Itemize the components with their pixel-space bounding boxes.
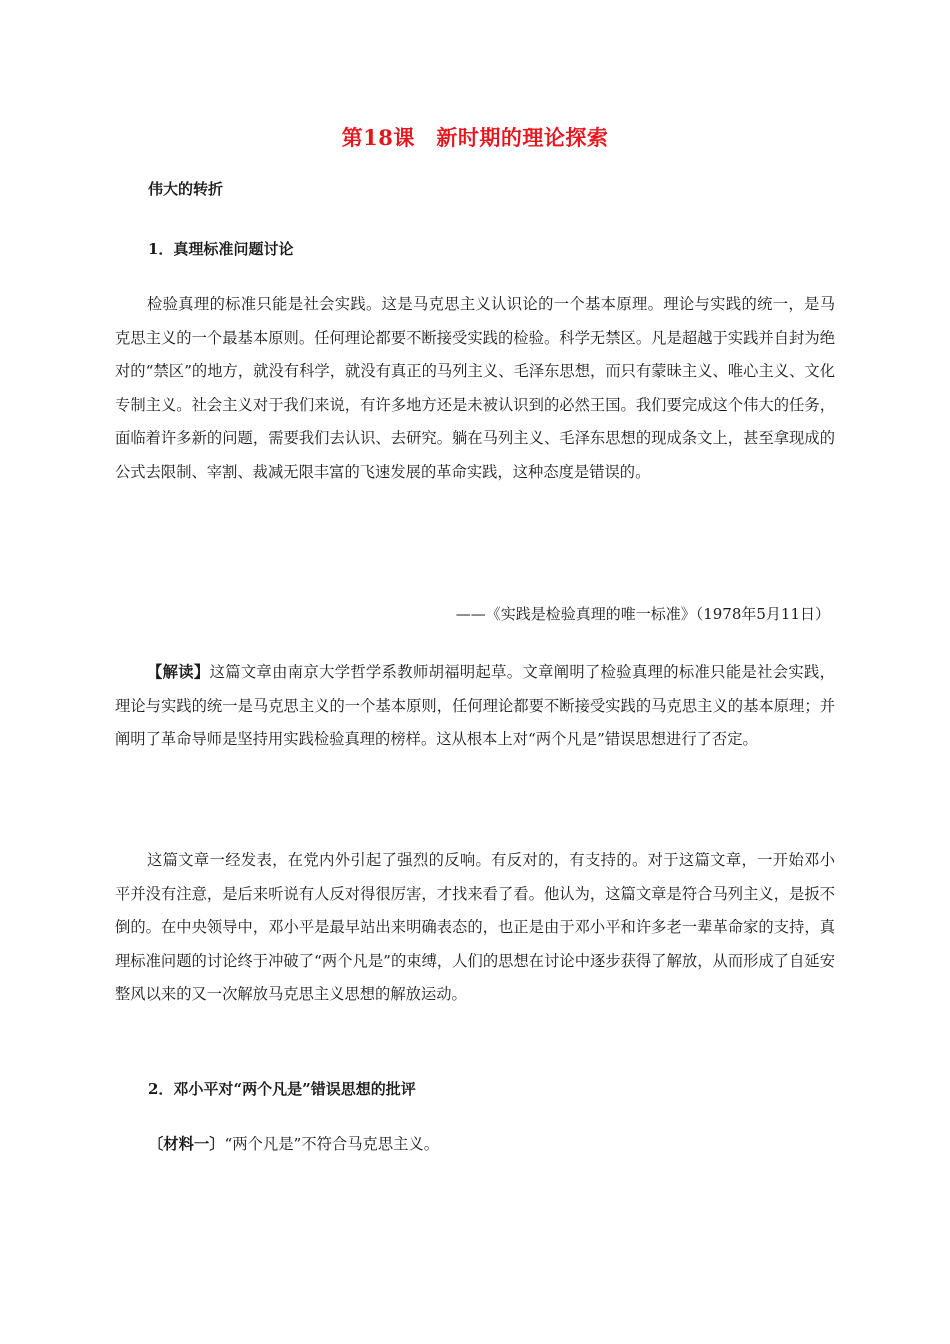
subsection-heading-1: 1．真理标准问题讨论 — [148, 240, 294, 258]
material-one — [148, 1132, 439, 1154]
subsection-heading-2: 2．邓小平对“两个凡是”错误思想的批评 — [148, 1080, 416, 1098]
quote-source: ——《实践是检验真理的唯一标准》（1978年5月11日） — [455, 605, 830, 623]
quote-paragraph: 检验真理的标准只能是社会实践。这是马克思主义认识论的一个基本原理。理论与实践的统一，是马克思主义的一个最基本原则。任何理论都要不断接受实践的检验。科学无禁区。凡是超越于实践并自封为绝对的“禁区”的地方，就没有科学，就没有真正的马列主义、毛泽东思想，而只有蒙昧主义、唯心主义、文化专制主义。社会主义对于我们来说，有许多地方还是未被认识到的必然王国。我们要完成这个伟大的任务，面临着许多新的问题，需要我们去认识、去研究。躺在马列主义、毛泽东思想的现成条文上，甚至拿现成的公式去限制、宰割、裁减无限丰富的飞速发展的革命实践，这种态度是错误的。 — [115, 295, 835, 481]
context-paragraph: 这篇文章一经发表，在党内外引起了强烈的反响。有反对的，有支持的。对于这篇文章，一开始邓小平并没有注意，是后来听说有人反对得很厉害，才找来看了看。他认为，这篇文章是符合马列主义，是扳不倒的。在中央领导中，邓小平是最早站出来明确表态的，也正是由于邓小平和许多老一辈革命家的支持，真理标准问题的讨论终于冲破了“两个凡是”的束缚，人们的思想在讨论中逐步获得了解放，从而形成了自延安整风以来的又一次解放马克思主义思想的解放运动。 — [115, 851, 835, 1003]
section-heading: 伟大的转折 — [148, 180, 224, 198]
interpretation-label: 【解读】 — [147, 663, 210, 681]
interpretation-text: 这篇文章由南京大学哲学系教师胡福明起草。文章阐明了检验真理的标准只能是社会实践，理论与实践的统一是马克思主义的一个基本原则，任何理论都要不断接受实践的马克思主义的基本原理；并阐明了革命导师是坚持用实践检验真理的榜样。这从根本上对“两个凡是”错误思想进行了否定。 — [115, 663, 835, 748]
interpretation-paragraph — [115, 656, 835, 757]
material-text: “两个凡是”不符合马克思主义。 — [224, 1135, 440, 1153]
page-title: 第18课 新时期的理论探索 — [341, 125, 609, 150]
material-label: 〔材料一〕 — [148, 1135, 225, 1153]
